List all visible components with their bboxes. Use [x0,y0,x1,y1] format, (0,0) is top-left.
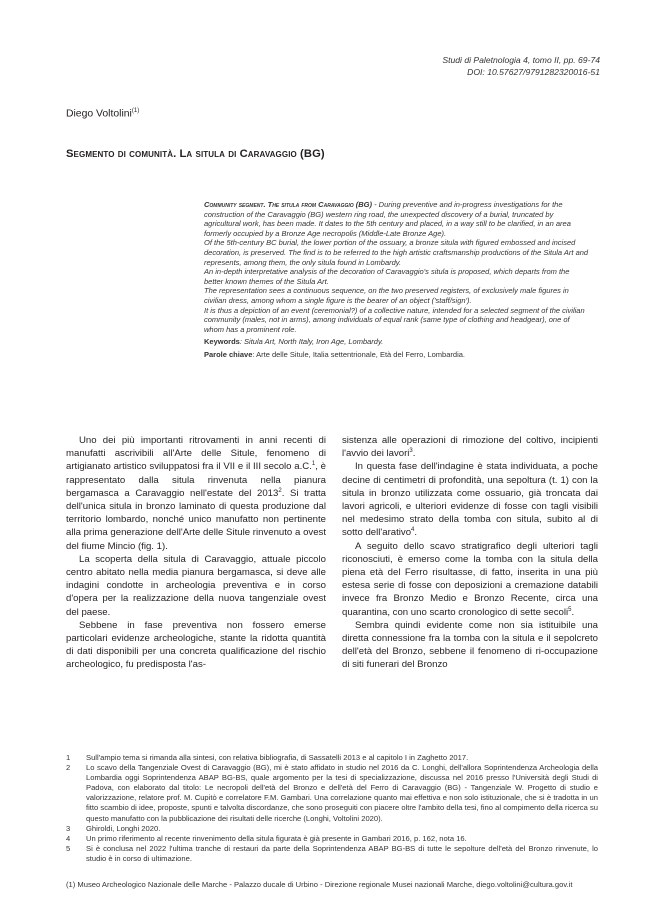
footnote-ref[interactable]: 5 [568,606,572,613]
parole-chiave-line [204,350,590,360]
abstract-paragraph-4: The representation sees a continuous sequence, on the two preserved registers, of exclusively male figures in civilian dress, among whom a single figure is the bearer of an object ('staff/sign'). [204,286,569,305]
author-line [66,108,139,119]
footnote [66,753,598,763]
abstract-paragraph-5: It is thus a depiction of an event (ceremonial?) of a collective nature, intended for a selected segment of the civilian community (males, not in arms), among individuals of equal rank (same type of clothing and headgear), one of whom has a prominent role. [204,305,585,334]
author-affiliation-mark: (1) [131,108,140,114]
abstract [204,200,590,360]
footnote [66,834,598,844]
footnote-ref[interactable]: 4 [411,527,415,534]
footnote [66,824,598,834]
footnote [66,844,598,864]
body-paragraph [66,434,326,553]
body-text-run: . [571,606,575,618]
abstract-paragraph-3: An in-depth interpretative analysis of the decoration of Caravaggio's situla is proposed, which departs from the better known themes of the Situla Art. [204,267,570,286]
abstract-paragraph-2: Of the 5th-century BC burial, the lower portion of the ossuary, a bronze situla with figured embossed and incised decoration, is preserved. The find is to be referred to the high artistic craftsmanship productions of the Situla Art and represents, among them, the only situla found in Lombardy. [204,238,589,267]
parole-chiave-label: Parole chiave [204,349,253,359]
body-text-run: , è rappresentato dalla situla rinvenuta nella pianura bergamasca a Caravaggio nell'estate del 2013 [66,461,326,499]
abstract-paragraph-1 [204,200,590,238]
footnote-ref[interactable]: 1 [311,461,316,468]
keywords-text: : Situla Art, North Italy, Iron Age, Lombardy. [239,337,384,347]
footnote-number: 3 [66,823,71,833]
footnote-number: 2 [66,763,71,773]
footnote-text: Si è conclusa nel 2022 l'ultima tranche di restauri da parte della Soprintendenza ABAP BG-BS di tutte le sepolture dell'età del Bronzo rinvenute, lo studio è in corso di ultimazione. [86,843,598,863]
body-text-run: A seguito dello scavo stratigrafico degli ulteriori tagli riconosciuti, è emerso come la tomba con la situla della piena età del Ferro risultasse, di fatto, inserita in una più estesa serie di fosse con deposizioni a cremazione databili invece fra Bronzo Medio e Bronzo Recente, circa una quarantina, con uno scarto cronologico di sette secoli [342,540,598,618]
body-text-run: Uno dei più importanti ritrovamenti in anni recenti di manufatti ascrivibili all'Arte delle Situle, fenomeno di artigianato artistico sviluppatosi fra il VII e il III secolo a.C. [66,435,326,473]
body-paragraph [342,460,598,539]
footnote-text: Ghiroldi, Longhi 2020. [86,823,161,833]
footnotes [66,753,598,864]
running-header [442,54,600,78]
body-text-run: sistenza alle operazioni di rimozione del coltivo, incipienti l'avvio dei lavori [342,435,598,460]
footnote-text: Sull'ampio tema si rimanda alla sintesi, con relativa bibliografia, di Sassatelli 2013 e al capitolo I in Zaghetto 2017. [86,753,469,762]
body-paragraph: Sembra quindi evidente come non sia istituibile una diretta connessione fra la tomba con la situla e il sepolcreto dell'età del Bronzo, sebbene il fenomeno di ri-occupazione di siti funerari del Bronzo [342,619,598,671]
footnote-text: Un primo riferimento al recente rinvenimento della situla figurata è già presente in Gambari 2016, p. 162, nota 16. [86,833,467,843]
body-paragraph: La scoperta della situla di Caravaggio, attuale piccolo centro abitato nella media pianura bergamasca, si deve alle indagini condotte in archeologia preventiva e in corso d'opera per la realizzazione della nuova tangenziale ovest del paese. [66,553,326,618]
journal-citation: Studi di Paletnologia 4, tomo II, pp. 69-74 [442,55,600,65]
footnote-number: 4 [66,833,71,843]
author-affiliation: (1) Museo Archeologico Nazionale delle Marche - Palazzo ducale di Urbino - Direzione regionale Musei nazionali Marche, diego.voltolini@cultura.gov.it [66,880,573,889]
body-text-run: . [414,527,418,539]
body-paragraph [342,434,598,460]
keywords-label: Keywords [204,337,240,347]
parole-chiave-text: : Arte delle Situle, Italia settentrionale, Età del Ferro, Lombardia. [252,349,465,359]
keywords-line [204,337,590,347]
article-title: Segmento di comunità. La situla di Caravaggio (BG) [66,148,325,160]
abstract-text: - During preventive and in-progress investigations for the construction of the Caravaggio (BG) western ring road, the unexpected discovery of a burial, truncated by agricultural work, has been made. It dates to the 5th century and placed, in a way still to be clarified, in an area formerly occupied by a Bronze Age necropolis (Middle-Late Bronze Age). [204,200,571,238]
footnote-ref[interactable]: 3 [409,448,413,455]
footnote-number: 1 [66,753,71,762]
body-column-left [66,434,326,672]
abstract-title: Community segment. The situla from Caravaggio (BG) [204,200,373,209]
body-text-run: . Si tratta dell'unica situla in bronzo laminato di questa produzione dal territorio lombardo, nonché unico manufatto non pertinente alla prima generazione dell'Arte delle Situle rinvenuto a ovest del fiume Mincio (fig. 1). [66,487,326,552]
footnote-number: 5 [66,843,71,853]
footnote [66,763,598,824]
body-text-run: . [412,448,416,460]
body-paragraph [342,540,598,619]
body-text-run: In questa fase dell'indagine è stata individuata, a poche decine di centimetri di profondità, una sepoltura (t. 1) con la situla in bronzo utilizzata come ossuario, già troncata dai lavori agricoli, e ulteriori evidenze di fosse con tagli visibili nel medesimo strato della tomba con situla, subito al di sotto dell'arativo [342,461,598,539]
footnote-text: Lo scavo della Tangenziale Ovest di Caravaggio (BG), mi è stato affidato in studio nel 2016 da C. Longhi, dell'allora Soprintendenza Archeologia della Lombardia oggi Soprintendenza ABAP BG-BS, quale argomento per la tesi di specializzazione, discussa nel 2016 presso l'Università degli Studi di Padova, con elaborato dal titolo: Le necropoli dell'età del Bronzo e dell'età del Ferro di Caravaggio (BG) - Tangenziale W. Progetto di studio e valorizzazione, relatore prof. M. Cupitò e correlatore F.M. Gambari. Una correlazione quanto mai effettiva e non solo istituzionale, che si è tradotta in un fitto scambio di idee, proposte, spunti e talvolta discordanze, che sono proseguiti con piacere oltre l'ambito della tesi, fino al compimento della ricerca su questo manufatto con la pubblicazione dei risultati delle ricerche (Longhi, Voltolini 2020). [86,763,598,823]
body-column-right [342,434,598,672]
author-name: Diego Voltolini [66,108,132,120]
body-paragraph: Sebbene in fase preventiva non fossero emerse particolari evidenze archeologiche, stante la ridotta quantità di dati disponibili per una concreta qualificazione del rischio archeologico, fu predisposta l'as- [66,619,326,671]
doi-line: DOI: 10.57627/9791282320016-51 [467,67,600,77]
footnote-ref[interactable]: 2 [278,487,282,494]
